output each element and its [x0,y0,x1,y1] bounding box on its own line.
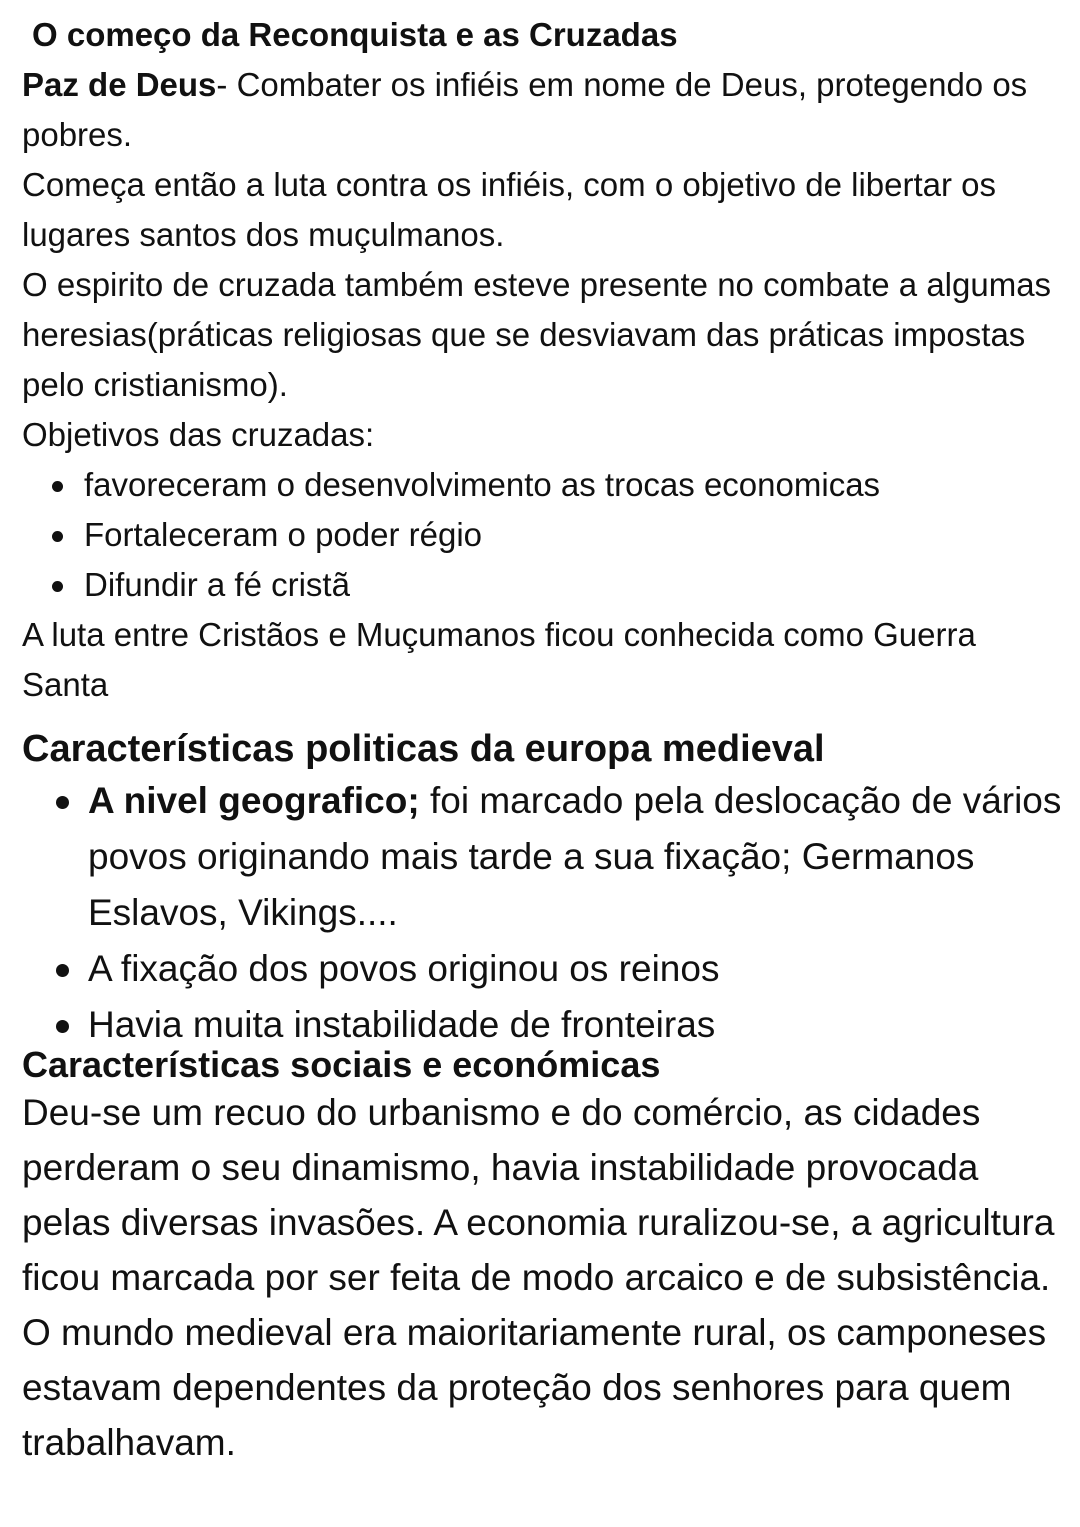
section-title-reconquista: O começo da Reconquista e as Cruzadas [32,16,678,53]
paragraph-guerra-santa: A luta entre Cristãos e Muçumanos ficou conhecida como Guerra Santa [22,616,976,703]
list-item [88,773,1068,941]
paz-de-deus-text: - Combater os infiéis em nome de Deus, protegendo os pobres. [22,66,1028,153]
list-item-text: foi marcado pela deslocação de vários povos originando mais tarde a sua fixação; Germanos Eslavos, Vikings.... [88,780,1062,933]
section-reconquista [22,10,1062,710]
list-item-label: A nivel geografico; [88,780,420,821]
list-item-text: Havia muita instabilidade de fronteiras [88,1004,716,1045]
section-title-politicas: Características politicas da europa medieval [22,728,825,770]
paragraph-heresias: O espirito de cruzada também esteve presente no combate a algumas heresias(práticas religiosas que se desviavam das práticas impostas pelo cristianismo). [22,266,1052,403]
politicas-list [88,773,1068,1053]
section-title-sociais: Características sociais e económicas [22,1044,661,1085]
list-item: Fortaleceram o poder régio [84,510,1062,560]
list-item: favoreceram o desenvolvimento as trocas economicas [84,460,1062,510]
list-item [88,941,1068,997]
paragraph-luta: Começa então a luta contra os infiéis, com o objetivo de libertar os lugares santos dos muçulmanos. [22,166,997,253]
paragraph-sociais: Deu-se um recuo do urbanismo e do comércio, as cidades perderam o seu dinamismo, havia instabilidade provocada pelas diversas invasões. A economia ruralizou-se, a agricultura ficou marcada por ser feita de modo arcaico e de subsistência. O mundo medieval era maioritariamente rural, os camponeses estavam dependentes da proteção dos senhores para quem trabalhavam. [22,1092,1055,1463]
paz-de-deus-label: Paz de Deus [22,66,217,103]
objectives-label: Objetivos das cruzadas: [22,416,375,453]
paz-de-deus-paragraph [22,60,1062,160]
objectives-list [22,460,1062,610]
list-item-text: A fixação dos povos originou os reinos [88,948,720,989]
list-item: Difundir a fé cristã [84,560,1062,610]
